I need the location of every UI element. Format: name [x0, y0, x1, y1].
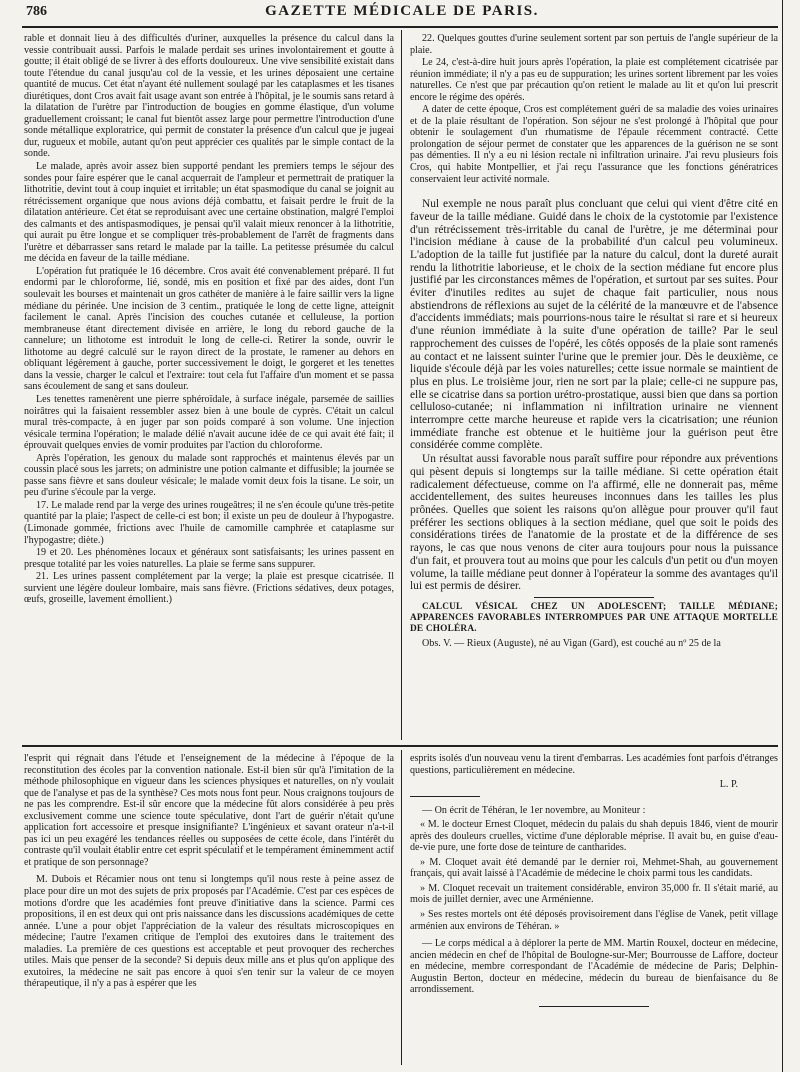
- page-header: [26, 2, 778, 22]
- article-paragraph: Le malade, après avoir assez bien supporté pendant les premiers temps le séjour des sondes pour faire espérer que le canal acquerrait de l'ampleur et permettrait de pratiquer la lithotritie, devint tout à coup inquiet et irritable; un état spasmodique du canal se joignit au rétrécissement organique que nous avions déjà combattu, et faisait perdre le fruit de la dilatation antérieure. Cet état se reproduisant avec une certaine obstination, malgré l'emploi des calmants et des antispasmodiques, je pensai qu'il valait mieux renoncer à la lithotritie, qui aurait pu être longue et se compliquer très-probablement de l'arrêt de fragments dans l'urètre et débarrasser sans retard le malade par la taille. La petitesse présumée du calcul me décida en faveur de la taille médiane.: [24, 161, 394, 265]
- short-rule: [534, 597, 654, 598]
- commentary-paragraph: Nul exemple ne nous paraît plus concluant que celui qui vient d'être cité en faveur de la taille médiane. Guidé dans le choix de la cystotomie par l'existence d'un rétrécissement très-irritable du canal de l'urètre, je me déterminai pour l'incision médiane à cause de la probabilité d'un calcul peu volumineux. L'adoption de la taille fut justifiée par la nature du calcul, dont la dureté aurait rendu la lithotritie laborieuse, et le choix de la section médiane fut encore plus justifié par les circonstances mêmes de l'opération, et surtout par ses suites. Pour éviter d'inutiles redites au sujet de chaque fait particulier, nous nous abstiendrons de réflexions au sujet de la célérité de la manœuvre et de l'absence d'accidents immédiats; mais pourrions-nous taire le résultat si rare et si heureux d'une réunion immédiate à la suite d'une opération de taille? Par le seul rapprochement des cuisses de l'opéré, les côtés opposés de la plaie sont ramenés au contact et ne laissent suinter l'urine que le premier jour. Dès le deuxième, ce liquide s'écoule déjà par les voies naturelles; cette issue normale se maintient de plus en plus. Le troisième jour, rien ne sort par la plaie; celle-ci ne suppure pas, elle se cicatrise dans sa portion urétro-prostatique, aussi bien que dans sa portion celluloso-cutanée; ni inflammation ni infiltration urinaire ne viennent interrompre cette marche heureuse et rapide vers la cicatrisation; une réunion immédiate franche est obtenue et le huitième jour la guérison peut être considérée comme complète.: [410, 198, 778, 452]
- commentary-paragraph: Un résultat aussi favorable nous paraît suffire pour répondre aux préventions qui pèsent depuis si longtemps sur la taille médiane. Si cette opération était radicalement défectueuse, comme on l'a affirmé, elle ne donnerait pas, même accidentellement, des suites heureuses inconnues dans les tailles les plus prônées. Quelles que soient les raisons qu'on allègue pour prouver qu'il faut préférer les sections obliques à la section médiane, quel que soit le poids des considérations tirées de l'anatomie de la prostate et de la différence de ses rayons, le cas que nous venons de citer aura toujours pour nous la puissance d'un fait, et prouvera tout au moins que pour les calculs d'un petit ou d'un moyen volume, la taille médiane peut donner à l'opérateur la somme des avantages qu'il lui est permis de désirer.: [410, 453, 778, 593]
- section-heading: CALCUL VÉSICAL CHEZ UN ADOLESCENT; TAILLE MÉDIANE; APPARENCES FAVORABLES INTERROMPUES PAR UNE ATTAQUE MORTELLE DE CHOLÉRA.: [410, 601, 778, 634]
- news-item: « M. le docteur Ernest Cloquet, médecin du palais du shah depuis 1846, vient de mourir après des douleurs cruelles, victime d'une déplorable méprise. Il avait bu, en guise d'eau-de-vie pure, une forte dose de teinture de cantharides.: [410, 819, 778, 854]
- news-intro: — On écrit de Téhéran, le 1er novembre, au Moniteur :: [422, 804, 646, 816]
- news-item: » M. Cloquet avait été demandé par le dernier roi, Mehmet-Shah, au gouvernement français, qui avait laissé à l'Académie de médecine le choix parmi tous les candidats.: [410, 856, 778, 880]
- observation-start: Obs. V. — Rieux (Auguste), né au Vigan (Gard), est couché au nº 25 de la: [422, 637, 721, 649]
- feuilleton-right-column: [410, 753, 778, 1065]
- article-paragraph: 19 et 20. Les phénomènes locaux et généraux sont satisfaisants; les urines passent en presque totalité par les voies naturelles. La plaie se ferme sans suppurer.: [24, 547, 394, 570]
- left-article-column: [24, 33, 394, 741]
- article-paragraph: 17. Le malade rend par la verge des urines rougeâtres; il ne s'en écoule qu'une très-petite quantité par la plaie; l'aspect de celle-ci est bon; il existe un peu de douleur à l'hypogastre. (Limonade gommée, frictions avec l'huile de camomille camphrée et cataplasme sur l'hypogastre; diète.): [24, 499, 394, 546]
- right-article-column: [410, 33, 778, 741]
- section-rule: [22, 745, 778, 747]
- article-paragraph: Après l'opération, les genoux du malade sont rapprochés et maintenus élevés par un coussin placé sous les jarrets; on administre une potion calmante et diffusible; la journée se passe sans fièvre et sans douleur vésicale; le malade vomit deux fois la tisane. Le soir, un peu d'urine s'écoule par la verge.: [24, 452, 394, 499]
- author-signature: L. P.: [719, 779, 738, 791]
- news-item: » M. Cloquet recevait un traitement considérable, environ 35,000 fr. Il s'était marié, au mois de juillet dernier, avec une Arménienne.: [410, 882, 778, 906]
- news-item: » Ses restes mortels ont été déposés provisoirement dans l'église de Vanek, petit village arménien aux environs de Téhéran. »: [410, 909, 778, 932]
- running-title: GAZETTE MÉDICALE DE PARIS.: [265, 3, 539, 19]
- top-column-divider: [401, 30, 402, 740]
- short-rule: [410, 796, 480, 797]
- bottom-column-divider: [401, 750, 402, 1065]
- article-paragraph: 22. Quelques gouttes d'urine seulement sortent par son pertuis de l'angle supérieur de la plaie.: [410, 33, 778, 56]
- feuilleton-paragraph: l'esprit qui régnait dans l'étude et l'enseignement de la médecine à l'époque de la reconstitution des écoles par la convention nationale. Est-il bien sûr qu'à l'imitation de la méthode philosophique en vigueur dans les sciences physiques et naturelles, on n'y voulait que de l'analyse et pas de la synthèse? Ces mots nous font peur. Nous craignons toujours de ne pas les comprendre. Est-il sûr encore que la médecine fût alors considérée à peu près exclusivement comme une science toute spéculative, dont l'art de guérir n'était qu'une application fort accessoire et presque insignifiante? L'ingénieux et savant orateur n'a-t-il pas ici un peu exagéré les tendances réelles ou supposées de cette école, dans l'intérêt du contraste qu'il voulait établir entre cet esprit spéculatif et le tempérament éminemment actif et pratique de son personnage?: [24, 753, 394, 868]
- feuilleton-paragraph: M. Dubois et Récamier nous ont tenu si longtemps qu'il nous reste à peine assez de place pour dire un mot des sujets de prix proposés par l'Académie. C'est par ces espèces de motions d'ordre que les académies font preuve d'initiative dans la science. Parmi ces propositions, il en est deux qui ont pris naissance dans les discussions académiques de cette année. L'une a pour objet l'appréciation de la valeur des résultats microscopiques en médecine; l'autre l'examen critique de l'emploi des exutoires dans le traitement des maladies. La première de ces questions est acceptable et peut provoquer des recherches utiles. Mais que penser de la seconde? Si depuis deux mille ans et plus qu'on applique des exutoires, la médecine ne sait pas encore à quoi s'en tenir sur la valeur de ce moyen thérapeutique, il n'y a pas à espérer que les: [24, 874, 394, 990]
- article-paragraph: Les tenettes ramenèrent une pierre sphéroïdale, à surface inégale, parsemée de saillies noirâtres qui la faisaient ressembler assez bien à une boule de cyprès. C'était un calcul mural très-compacte, à en juger par son poids comparé à son volume. Une injection vésicale termina l'opération; le malade délié n'avait aucune idée de ce qui avait été fait; il éprouvait quelques envies de vomir produites par l'action du chloroforme.: [24, 393, 394, 452]
- feuilleton-paragraph: esprits isolés d'un nouveau venu la tirent d'embarras. Les académies font parfois d'étranges questions, particulièrement en médecine.: [410, 753, 778, 776]
- right-page-edge: [782, 0, 783, 1072]
- obituary-notice: — Le corps médical a à déplorer la perte de MM. Martin Rouxel, docteur en médecine, ancien médecin en chef de l'hôpital de Boulogne-sur-Mer; Bourrousse de Laffore, docteur en médecine, membre correspondant de l'Académie de médecine de Paris; Delphin-Augustin Berton, docteur en médecine, médecin du bureau de bienfaisance du 8e arrondissement.: [410, 938, 778, 996]
- article-paragraph: rable et donnait lieu à des difficultés d'uriner, auxquelles la présence du calcul dans la vessie contribuait aussi. Parfois le malade perdait ses urines involontairement et goutte à goutte; il était obligé de se livrer à des efforts douloureux. Une vive sensibilité existait dans toute l'étendue du canal jusqu'au col de la vessie, et les urines déposaient une certaine quantité de mucus. Cet état n'ayant été nullement soulagé par les cataplasmes et les tisanes diurétiques, dont Cros avait fait usage avant son entrée à l'hôpital, je le soumis sans retard à la dilatation de l'urètre par l'introduction de bougies en gomme élastique, d'un volume graduellement croissant; le canal fut bientôt assez large pour permettre l'introduction d'une sonde métallique exploratrice, qui permit de constater la présence d'un calcul que je jugeai dur, rugueux et mobile, autant qu'on peut apprécier ces qualités par le simple contact de la sonde.: [24, 33, 394, 160]
- header-rule: [22, 26, 778, 28]
- article-paragraph: L'opération fut pratiquée le 16 décembre. Cros avait été convenablement préparé. Il fut endormi par le chloroforme, lié, sondé, mis en position et fixé par des aides, dont l'un soulevait les bourses et maintenait un gros cathéter de manière à le faire saillir vers la ligne médiane du périnée. Une incision de 3 centim., pratiquée le long de cette ligne, atteignit facilement le canal. Après l'incision des couches cutanée et celluleuse, la portion membraneuse étant directement divisée en arrière, le long du rebord gauche de la cannelure; un lithotome est introduit le long de celle-ci. Retirer la sonde, ouvrir le lithotome au degré calculé sur le rayon direct de la prostate, le ramener au dehors en obliquant légèrement à gauche, porter successivement le doigt, le gorgeret et les tenettes dans la vessie, charger le calcul et l'extraire: tout cela fut l'affaire d'un moment et se passa sans écoulement de sang et sans douleur.: [24, 265, 394, 393]
- article-paragraph: 21. Les urines passent complétement par la verge; la plaie est presque cicatrisée. Il survient une légère douleur lombaire, mais sans fièvre. (Frictions sédatives, deux potages, œufs, groseille, lavement émollient.): [24, 571, 394, 606]
- article-paragraph: Le 24, c'est-à-dire huit jours après l'opération, la plaie est complétement cicatrisée par réunion immédiate; il n'y a pas eu de suppuration; les urines sortent librement par les voies naturelles. Ce n'est que par précaution qu'on retient le malade au lit et qu'on lui prescrit encore le régime des opérés.: [410, 57, 778, 103]
- feuilleton-left-column: [24, 753, 394, 1065]
- page-number: 786: [26, 4, 47, 19]
- end-rule: [539, 1006, 649, 1007]
- article-paragraph: A dater de cette époque, Cros est complétement guéri de sa maladie des voies urinaires et de la plaie résultant de l'opération. Son séjour ne s'est prolongé à l'hôpital que pour obtenir le soulagement d'un rhumatisme de l'épaule récemment contracté. Cette prolongation de séjour permet de constater que les apparences de la guérison ne se sont pas démenties. Il n'y a eu ni lésion rectale ni infiltration urinaire. J'ai revu plusieurs fois Cros, qui habite Montpellier, et j'ai reçu l'assurance que les fonctions génératrices conservaient leur activité normale.: [410, 104, 778, 185]
